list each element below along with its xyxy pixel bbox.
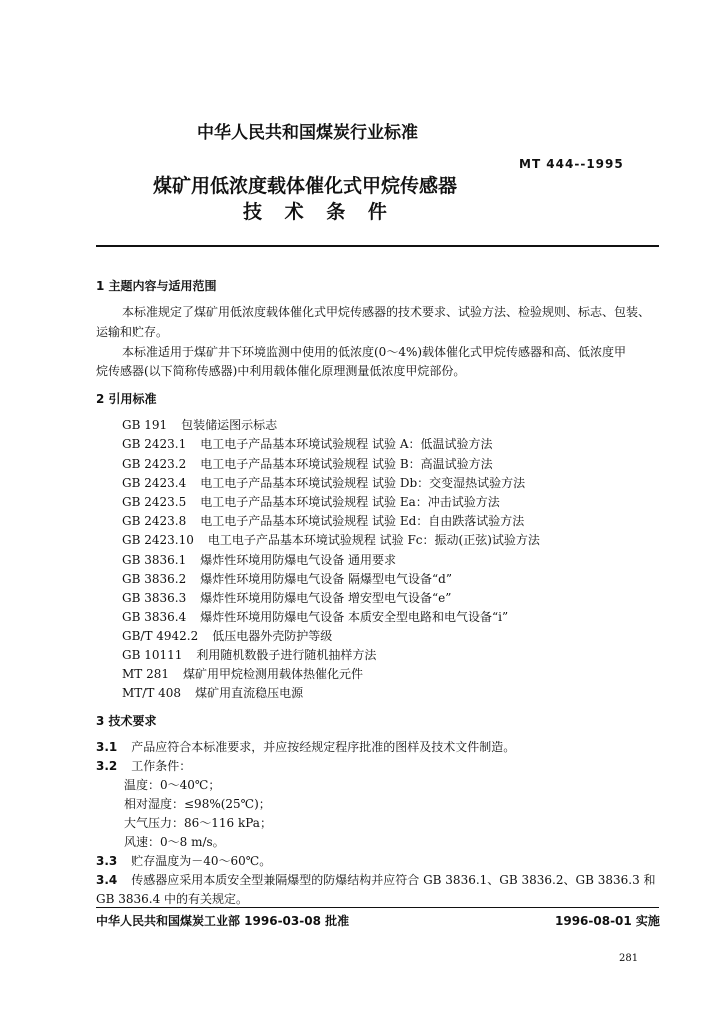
clause-text: 传感器应采用本质安全型兼隔爆型的防爆结构并应符合 GB 3836.1、GB 3836.2、GB 3836.3 和 xyxy=(131,873,656,887)
reference-title: 爆炸性环境用防爆电气设备 增安型电气设备“e” xyxy=(200,591,452,605)
reference-title: 爆炸性环境用防爆电气设备 通用要求 xyxy=(200,553,397,567)
reference-title: 煤矿用直流稳压电源 xyxy=(195,686,304,700)
condition-temperature: 温度：0～40℃； xyxy=(124,778,221,792)
reference-code: GB 10111 xyxy=(122,648,183,662)
section-2-heading: 2 引用标准 xyxy=(96,392,157,406)
reference-item xyxy=(122,551,396,568)
reference-title: 电工电子产品基本环境试验规程 试验 Ed：自由跌落试验方法 xyxy=(200,514,525,528)
section-3-heading: 3 技术要求 xyxy=(96,714,157,728)
document-title: 煤矿用低浓度载体催化式甲烷传感器 xyxy=(153,175,458,197)
reference-code: GB 2423.8 xyxy=(122,514,187,528)
reference-title: 煤矿用甲烷检测用载体热催化元件 xyxy=(183,667,364,681)
header-rule xyxy=(96,245,659,247)
clause-number: 3.2 xyxy=(96,759,118,773)
clause-text: 产品应符合本标准要求，并应按经规定程序批准的图样及技术文件制造。 xyxy=(131,740,516,754)
reference-item xyxy=(122,646,376,663)
section-1-para-1-line-1: 本标准规定了煤矿用低浓度载体催化式甲烷传感器的技术要求、试验方法、检验规则、标志、包装、 xyxy=(122,305,651,319)
footer-rule xyxy=(96,907,659,908)
condition-pressure: 大气压力：86～116 kPa； xyxy=(124,816,272,830)
document-subtitle: 技 术 条 件 xyxy=(243,201,395,223)
section-1-para-2-line-2: 烷传感器(以下简称传感器)中利用载体催化原理测量低浓度甲烷部份。 xyxy=(96,364,466,378)
condition-humidity: 相对湿度：≤98%(25℃)； xyxy=(124,797,271,811)
reference-item xyxy=(122,493,500,510)
reference-code: GB 2423.5 xyxy=(122,495,187,509)
condition-wind-speed: 风速：0～8 m/s。 xyxy=(124,835,225,849)
reference-title: 电工电子产品基本环境试验规程 试验 A：低温试验方法 xyxy=(200,437,493,451)
clause-3-4 xyxy=(96,871,656,888)
clause-3-1 xyxy=(96,738,515,755)
reference-code: MT 281 xyxy=(122,667,170,681)
reference-title: 利用随机数骰子进行随机抽样方法 xyxy=(196,648,377,662)
reference-title: 电工电子产品基本环境试验规程 试验 B：高温试验方法 xyxy=(200,457,493,471)
clause-number: 3.1 xyxy=(96,740,118,754)
clause-3-2 xyxy=(96,757,191,774)
approval-line: 中华人民共和国煤炭工业部 1996-03-08 批准 xyxy=(96,914,350,928)
reference-code: GB 3836.3 xyxy=(122,591,187,605)
reference-item xyxy=(122,474,525,491)
clause-3-4-continued: GB 3836.4 中的有关规定。 xyxy=(96,892,249,906)
effective-date: 1996-08-01 实施 xyxy=(555,914,660,928)
reference-item xyxy=(122,531,540,548)
industry-standard-title: 中华人民共和国煤炭行业标准 xyxy=(197,123,418,143)
reference-code: GB 2423.10 xyxy=(122,533,194,547)
section-1-para-1-line-2: 运输和贮存。 xyxy=(96,325,169,339)
clause-number: 3.3 xyxy=(96,854,118,868)
clause-text: 工作条件： xyxy=(131,759,192,773)
reference-title: 电工电子产品基本环境试验规程 试验 Fc：振动(正弦)试验方法 xyxy=(207,533,540,547)
reference-item xyxy=(122,627,332,644)
reference-title: 包装储运图示标志 xyxy=(181,418,278,432)
clause-number: 3.4 xyxy=(96,873,118,887)
reference-item xyxy=(122,455,493,472)
reference-item xyxy=(122,665,363,682)
reference-code: GB 2423.1 xyxy=(122,437,187,451)
reference-title: 爆炸性环境用防爆电气设备 本质安全型电路和电气设备“i” xyxy=(200,610,509,624)
reference-code: GB 3836.4 xyxy=(122,610,187,624)
reference-code: MT/T 408 xyxy=(122,686,182,700)
reference-item xyxy=(122,512,524,529)
reference-code: GB 2423.2 xyxy=(122,457,187,471)
reference-code: GB 191 xyxy=(122,418,168,432)
reference-item xyxy=(122,570,452,587)
reference-code: GB 2423.4 xyxy=(122,476,187,490)
reference-code: GB 3836.1 xyxy=(122,553,187,567)
section-1-para-2-line-1: 本标准适用于煤矿井下环境监测中使用的低浓度(0～4%)载体催化式甲烷传感器和高、低浓度甲 xyxy=(122,345,627,359)
reference-item xyxy=(122,435,493,452)
reference-code: GB 3836.2 xyxy=(122,572,187,586)
reference-item xyxy=(122,684,303,701)
reference-title: 电工电子产品基本环境试验规程 试验 Db：交变湿热试验方法 xyxy=(200,476,526,490)
reference-code: GB/T 4942.2 xyxy=(122,629,199,643)
standard-number: MT 444--1995 xyxy=(519,157,624,171)
reference-item xyxy=(122,589,451,606)
page-number: 281 xyxy=(619,953,639,964)
clause-3-3 xyxy=(96,852,271,869)
reference-item xyxy=(122,416,277,433)
reference-item xyxy=(122,608,508,625)
reference-title: 电工电子产品基本环境试验规程 试验 Ea：冲击试验方法 xyxy=(200,495,500,509)
reference-title: 爆炸性环境用防爆电气设备 隔爆型电气设备“d” xyxy=(200,572,452,586)
clause-text: 贮存温度为－40～60℃。 xyxy=(131,854,272,868)
section-1-heading: 1 主题内容与适用范围 xyxy=(96,279,217,293)
reference-title: 低压电器外壳防护等级 xyxy=(212,629,333,643)
